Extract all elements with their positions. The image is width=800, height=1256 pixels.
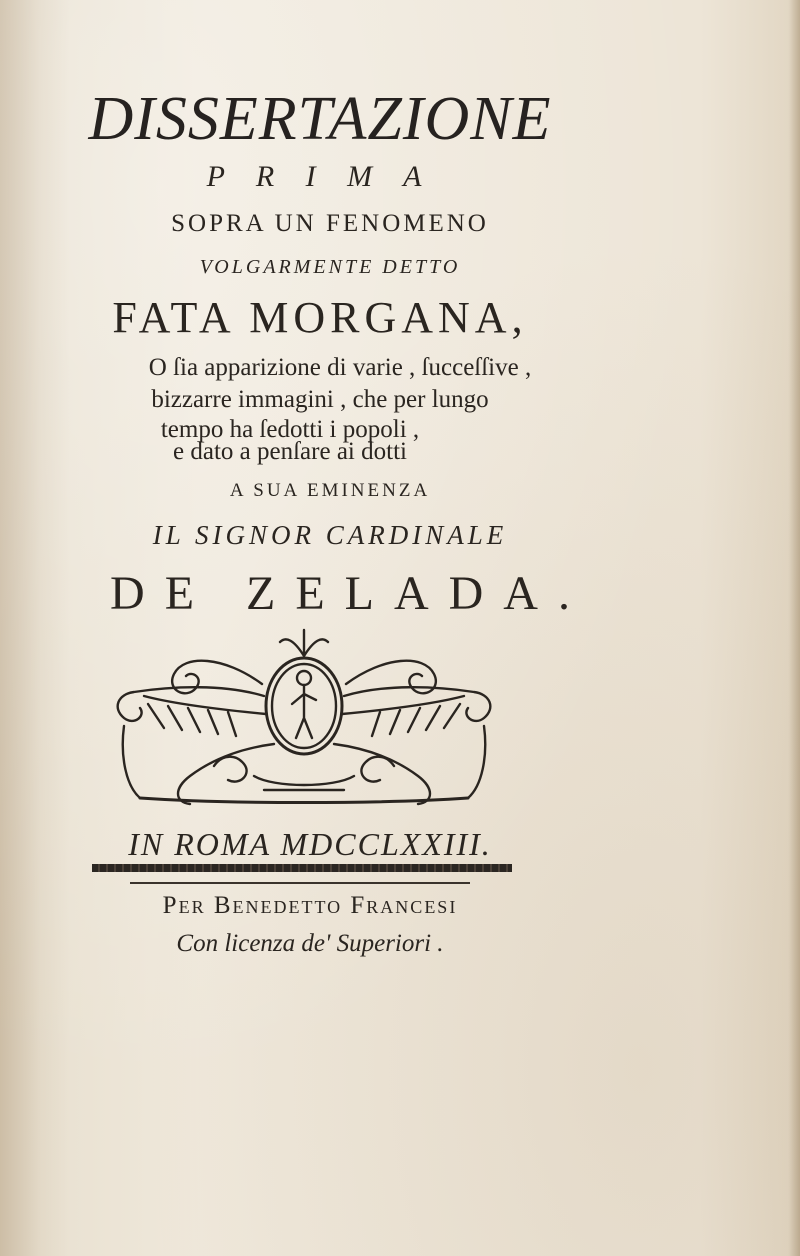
subtitle-line-1: SOPRA UN FENOMENO [171, 210, 489, 237]
description-line: tempo ha ſedotti i popoli , [160, 416, 420, 443]
printers-ornament-icon [104, 626, 504, 810]
dedicatee-name: DE ZELADA. [110, 567, 590, 620]
paper-right-edge [788, 0, 800, 1256]
imprint-place-date: IN ROMA MDCCLXXIII. [128, 826, 492, 862]
subject-title: FATA MORGANA, [112, 293, 528, 342]
license-line: Con licenza de' Superiori . [176, 930, 444, 957]
divider-rule [130, 882, 470, 884]
dedication-line-1: A SUA EMINENZA [229, 480, 431, 501]
description-line: O ſia apparizione di varie , ſucceſſive , [148, 354, 532, 381]
dedication-line-2: IL SIGNOR CARDINALE [152, 520, 508, 550]
book-title: DISSERTAZIONE [88, 85, 552, 153]
description-line: bizzarre immagini , che per lungo [151, 386, 489, 413]
part-label: P R I M A [206, 160, 434, 193]
subtitle-line-2: VOLGARMENTE DETTO [199, 256, 461, 278]
ornamental-rule [92, 864, 512, 872]
printer-line: Per Benedetto Francesi [162, 892, 458, 919]
description-line: e dato a penſare ai dotti [173, 438, 407, 465]
